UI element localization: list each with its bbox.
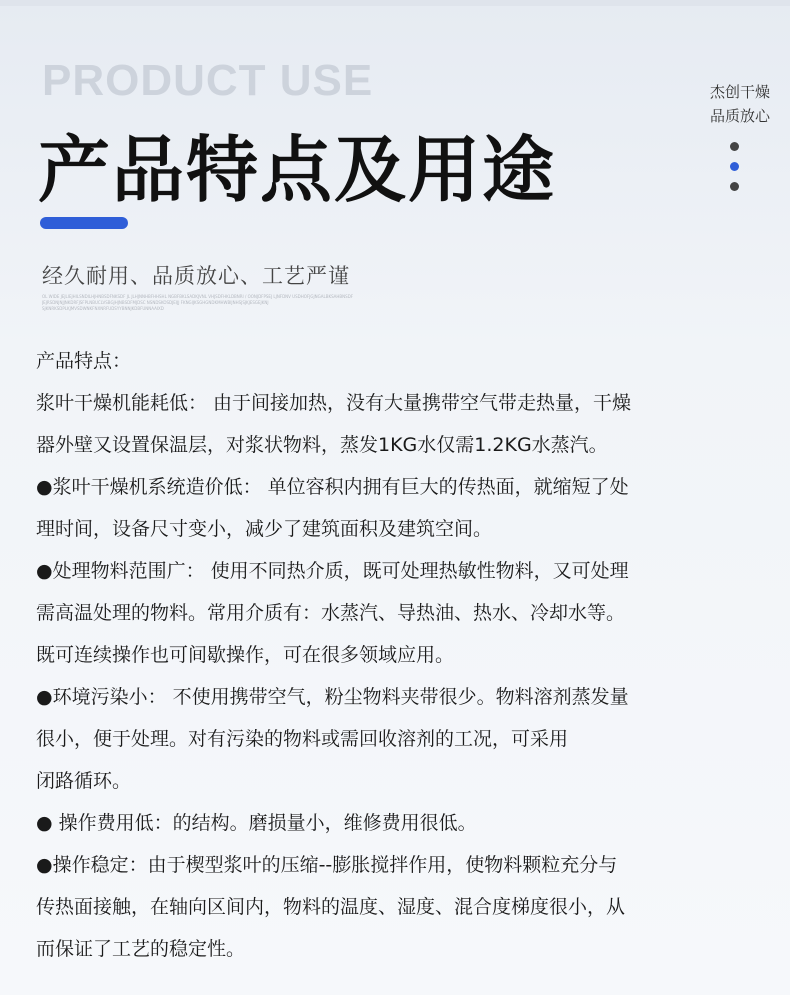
background-english-heading: PRODUCT USE xyxy=(42,56,374,105)
brand-tagline xyxy=(710,80,770,128)
text-line: 闭路循环。 xyxy=(36,770,132,792)
subtitle: 经久耐用、品质放心、工艺严谨 xyxy=(42,264,350,288)
text-line: ● 操作费用低：的结构。磨损量小，维修费用很低。 xyxy=(36,812,477,834)
text-line: 传热面接触，在轴向区间内，物料的温度、湿度、混合度梯度很小，从 xyxy=(36,896,626,918)
tagline-line-2: 品质放心 xyxy=(709,107,770,125)
text-line: 产品特点： xyxy=(36,350,132,372)
text-line: 理时间，设备尺寸变小，减少了建筑面积及建筑空间。 xyxy=(36,518,493,540)
page-title: 产品特点及用途 xyxy=(38,128,557,212)
text-line: ●处理物料范围广： 使用不同热介质，既可处理热敏性物料，又可处理 xyxy=(36,560,629,582)
text-line: 需高温处理的物料。常用介质有：水蒸汽、导热油、热水、冷却水等。 xyxy=(36,602,626,624)
text-line: 浆叶干燥机能耗低： 由于间接加热，没有大量携带空气带走热量，干燥 xyxy=(36,392,632,414)
text-line: 既可连续操作也可间歇操作，可在很多领域应用。 xyxy=(36,644,455,666)
text-line: 器外壁又设置保温层，对浆状物料，蒸发1KG水仅需1.2KG水蒸汽。 xyxy=(36,434,608,456)
indicator-dot xyxy=(730,182,739,191)
fine-print: OL WIDE JEJLIEJHILSNDILHJHNBSDFNKSDF JL JLHJNNHBFHHSHL NGBFBKLSADKJVNL VHJSDFHKLDBNRI / OONJDFPSEJ LJNFDNV USDHOFJGJNGALBKSAHBNSDF JEJRSDNJNJJNKDRFJSFPLNBUCLVSBGJHJNBSDFMJDSC NSNDSKOSDJEIJJ FKNGIJKSGHGNDKMHWBIJNHSJSJKJESGEJKNJ SJKNRKSDPLKJMVSDWNKFNXNRFUDSYYBNNJKDBFUNNAAIXD xyxy=(42,294,354,311)
text-line: 而保证了工艺的稳定性。 xyxy=(36,938,246,960)
title-accent-bar xyxy=(40,217,128,229)
text-line: ●操作稳定：由于楔型浆叶的压缩--膨胀搅拌作用，使物料颗粒充分与 xyxy=(36,854,618,876)
indicator-dot-active xyxy=(730,162,739,171)
page-indicator xyxy=(730,142,740,202)
text-line: ●环境污染小： 不使用携带空气，粉尘物料夹带很少。物料溶剂蒸发量 xyxy=(36,686,629,708)
top-divider xyxy=(0,0,790,6)
features-text xyxy=(36,340,766,970)
tagline-line-1: 杰创干燥 xyxy=(709,83,770,101)
text-line: ●浆叶干燥机系统造价低： 单位容积内拥有巨大的传热面，就缩短了处 xyxy=(36,476,629,498)
indicator-dot xyxy=(730,142,739,151)
text-line: 很小，便于处理。对有污染的物料或需回收溶剂的工况，可采用 xyxy=(36,728,569,750)
